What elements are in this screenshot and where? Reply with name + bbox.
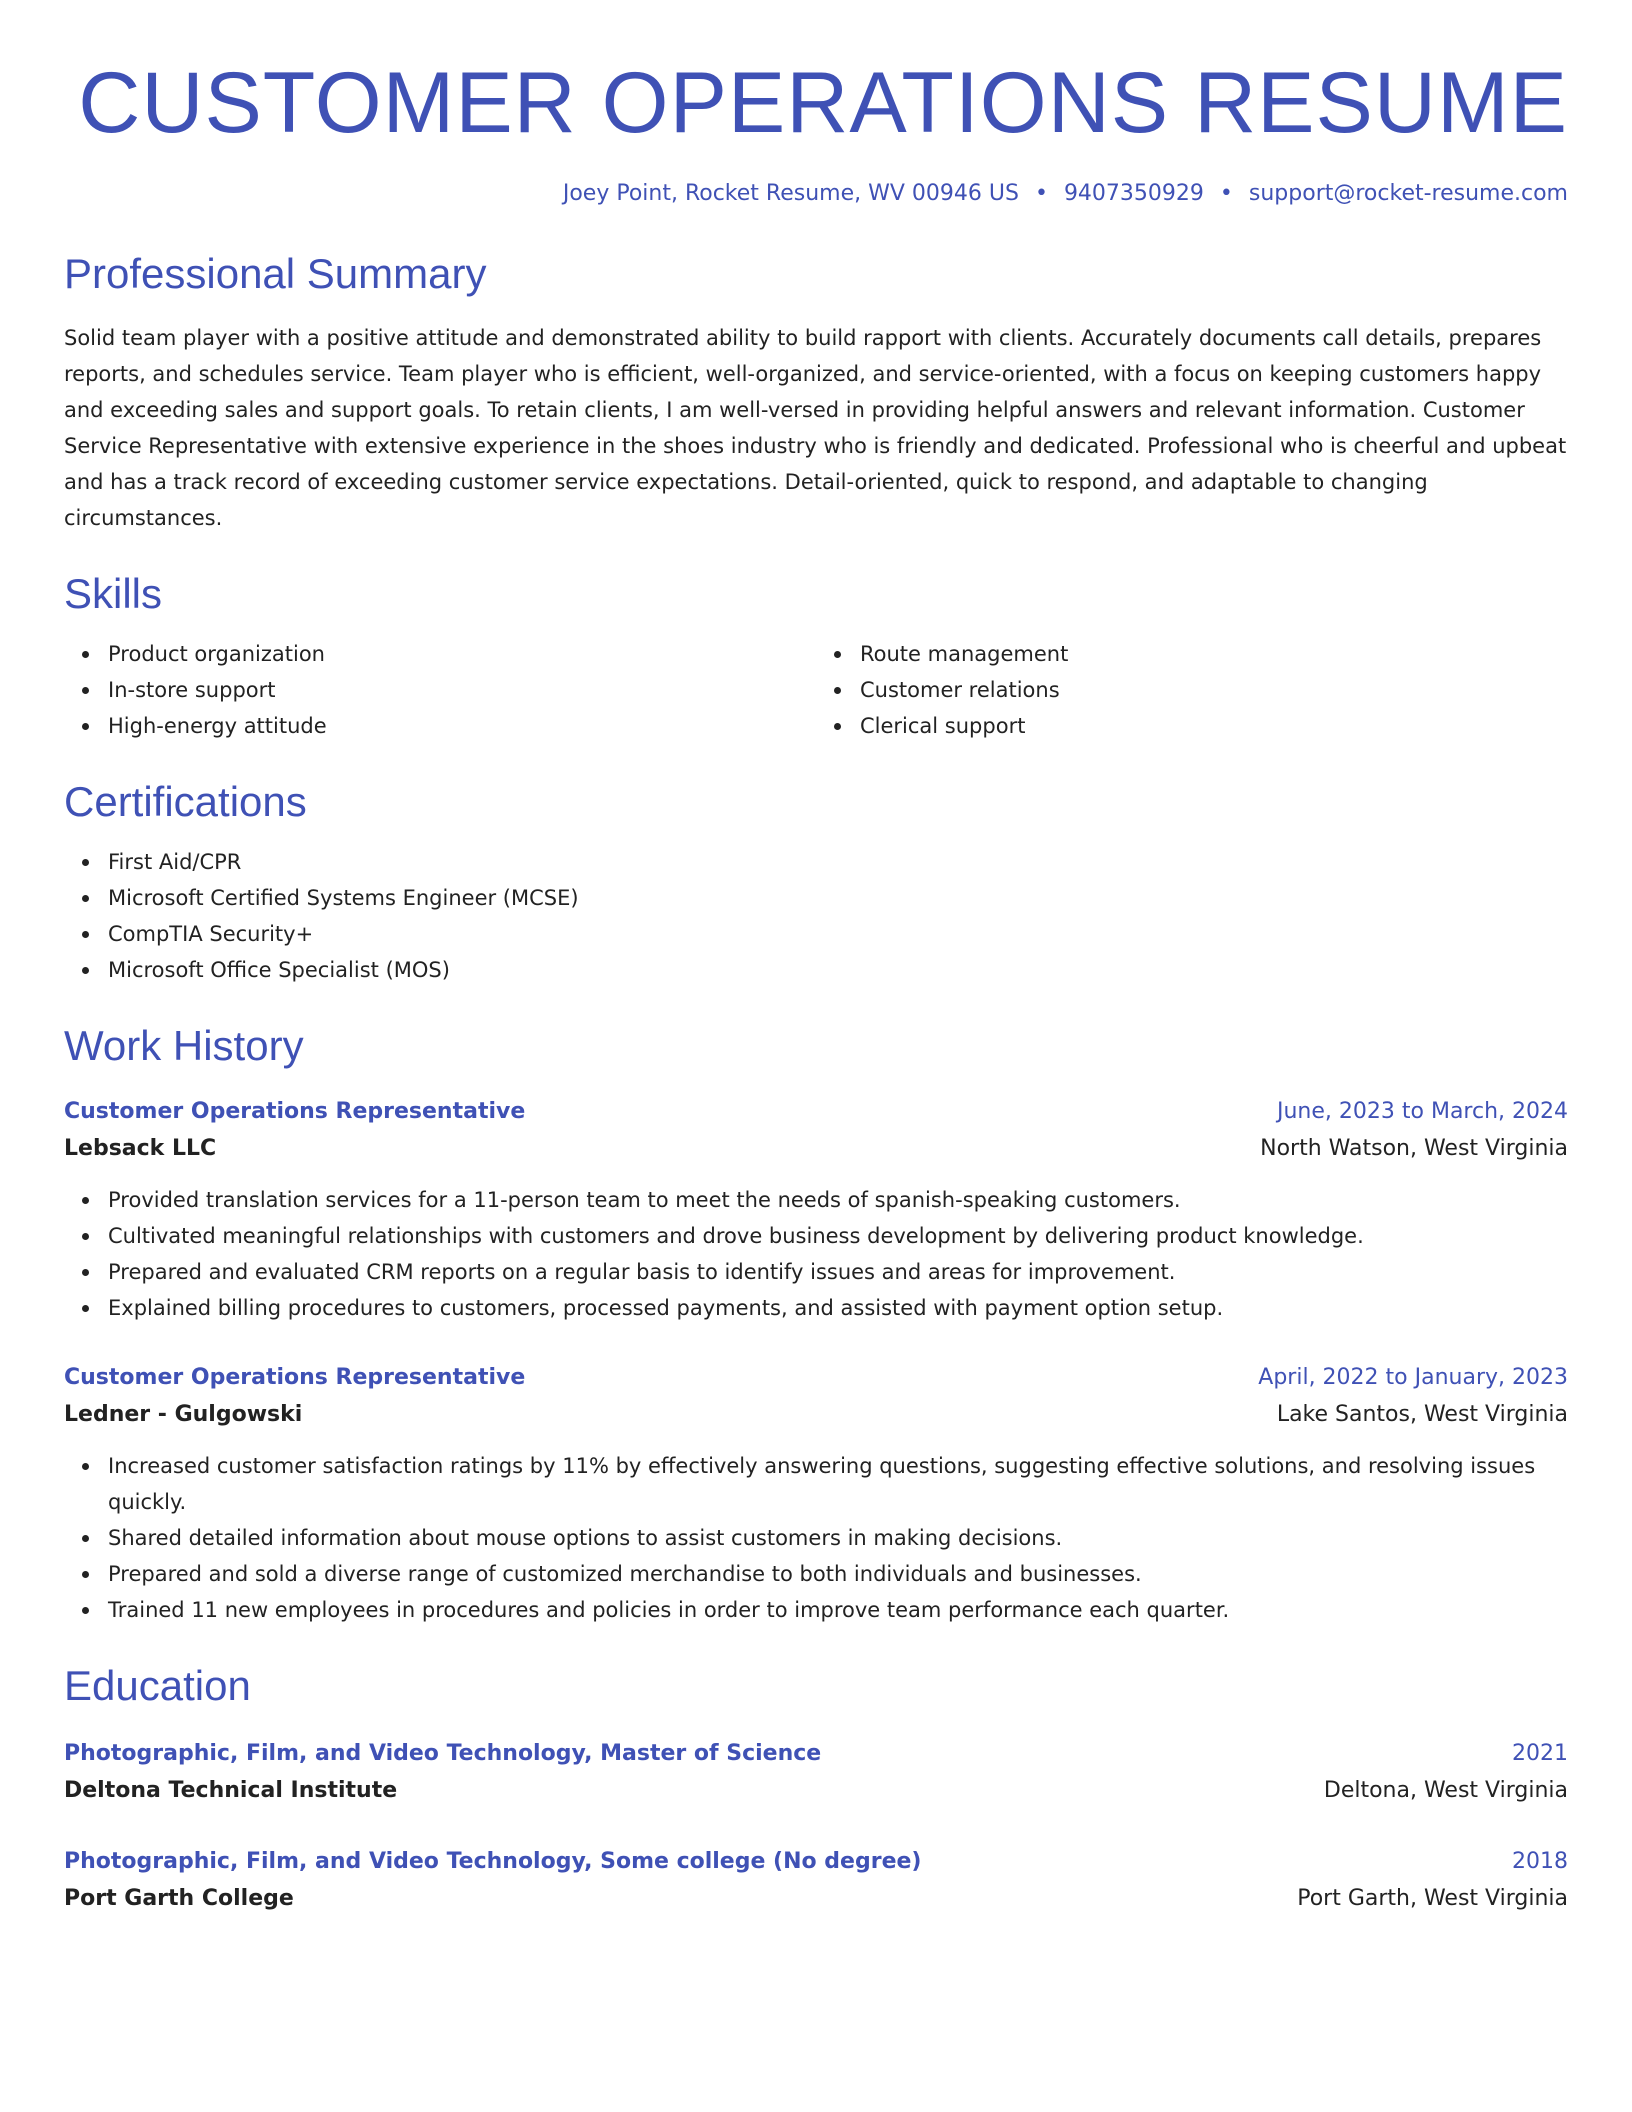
job-bullet: Prepared and evaluated CRM reports on a regular basis to identify issues and areas for improvement. [108,1254,1568,1290]
education-entry [64,1736,1568,1810]
skill-item: In-store support [108,672,816,708]
job-bullet: Trained 11 new employees in procedures and policies in order to improve team performance each quarter. [108,1592,1568,1628]
job-role: Customer Operations Representative [64,1365,526,1390]
summary-text: Solid team player with a positive attitude and demonstrated ability to build rapport with clients. Accurately documents call details, prepares reports, and schedules service. Team player who is efficient, well-organized, and service-oriented, with a focus on keeping customers happy and exceeding sales and support goals. To retain clients, I am well-versed in providing helpful answers and relevant information. Customer Service Representative with extensive experience in the shoes industry who is friendly and dedicated. Professional who is cheerful and upbeat and has a track record of exceeding customer service expectations. Detail-oriented, quick to respond, and adaptable to changing circumstances. [64,326,1567,530]
skills-list-right [816,636,1568,744]
certification-item: CompTIA Security+ [108,916,1568,952]
job-role: Customer Operations Representative [64,1099,526,1124]
job-bullet: Shared detailed information about mouse options to assist customers in making decisions. [108,1520,1568,1556]
education-school-row [64,1880,1568,1918]
education-degree: Photographic, Film, and Video Technology, Master of Science [64,1741,822,1766]
work-history-section [64,1018,1568,1628]
job-location: Lake Santos, West Virginia [1276,1402,1568,1427]
skills-section [64,566,1568,744]
skills-heading: Skills [64,570,163,617]
education-entry [64,1844,1568,1918]
certifications-heading: Certifications [64,778,307,825]
job-bullet: Increased customer satisfaction ratings by 11% by effectively answering questions, suggesting effective solutions, and resolving issues quickly. [108,1448,1568,1520]
job-bullets [64,1448,1568,1628]
job-company: Ledner - Gulgowski [64,1402,303,1427]
certification-item: First Aid/CPR [108,844,1568,880]
job-entry [64,1094,1568,1326]
education-heading: Education [64,1662,251,1709]
education-degree-row [64,1844,1568,1880]
resume-title: CUSTOMER OPERATIONS RESUME [78,55,1568,151]
summary-heading: Professional Summary [64,250,487,297]
job-bullet: Prepared and sold a diverse range of customized merchandise to both individuals and businesses. [108,1556,1568,1592]
contact-phone: 9407350929 [1063,181,1204,206]
certifications-list [64,844,1568,988]
job-title-row [64,1094,1568,1130]
skill-item: Customer relations [860,672,1568,708]
skill-item: High-energy attitude [108,708,816,744]
education-degree: Photographic, Film, and Video Technology, Some college (No degree) [64,1849,922,1874]
job-entry [64,1360,1568,1628]
job-bullet: Provided translation services for a 11-person team to meet the needs of spanish-speaking customers. [108,1182,1568,1218]
skill-item: Clerical support [860,708,1568,744]
education-year: 2018 [1512,1849,1568,1874]
skill-item: Product organization [108,636,816,672]
job-dates: June, 2023 to March, 2024 [1277,1099,1568,1124]
job-company: Lebsack LLC [64,1136,217,1161]
job-location: North Watson, West Virginia [1260,1136,1568,1161]
resume-header [64,48,1568,210]
job-company-row [64,1396,1568,1434]
job-company-row [64,1130,1568,1168]
education-school-row [64,1772,1568,1810]
education-year: 2021 [1512,1741,1568,1766]
summary-section [64,246,1568,536]
education-school: Port Garth College [64,1886,294,1911]
education-location: Deltona, West Virginia [1323,1778,1568,1803]
certifications-section [64,774,1568,988]
job-dates: April, 2022 to January, 2023 [1258,1365,1568,1390]
certification-item: Microsoft Certified Systems Engineer (MCSE) [108,880,1568,916]
job-bullet: Explained billing procedures to customers, processed payments, and assisted with payment option setup. [108,1290,1568,1326]
education-location: Port Garth, West Virginia [1297,1886,1568,1911]
contact-separator: • [1219,181,1233,206]
contact-address: Joey Point, Rocket Resume, WV 00946 US [562,181,1019,206]
skill-item: Route management [860,636,1568,672]
contact-separator: • [1034,181,1048,206]
education-section [64,1658,1568,1918]
skills-list-left [64,636,816,744]
contact-line [64,178,1568,210]
education-degree-row [64,1736,1568,1772]
skills-grid [64,636,1568,744]
job-title-row [64,1360,1568,1396]
work-history-heading: Work History [64,1022,304,1069]
contact-email: support@rocket-resume.com [1248,181,1568,206]
certification-item: Microsoft Office Specialist (MOS) [108,952,1568,988]
education-school: Deltona Technical Institute [64,1778,398,1803]
job-bullets [64,1182,1568,1326]
job-bullet: Cultivated meaningful relationships with customers and drove business development by delivering product knowledge. [108,1218,1568,1254]
